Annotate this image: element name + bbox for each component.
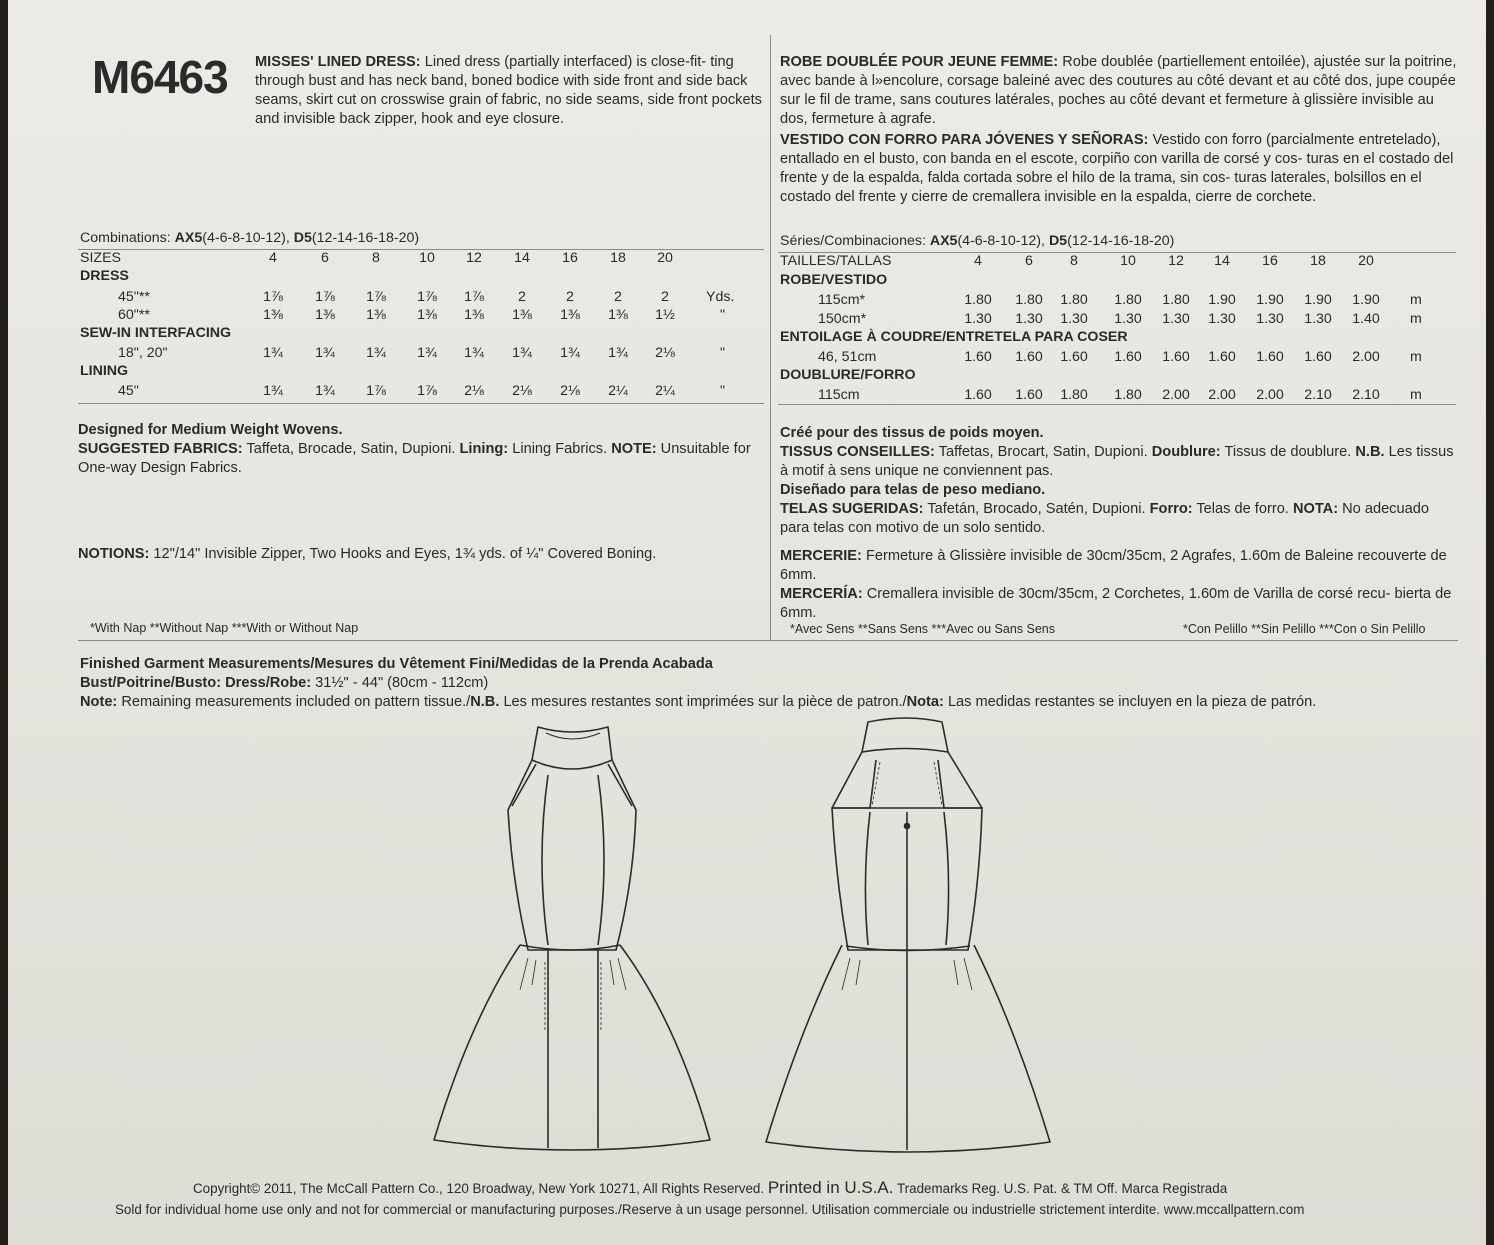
fr-designed: Créé pour des tissus de poids moyen.	[780, 425, 1044, 441]
fr-table-cell: 1.30	[1015, 311, 1043, 327]
es-designed: Diseñado para telas de peso mediano.	[780, 482, 1046, 498]
es-telas-label: TELAS SUGERIDAS:	[780, 501, 924, 517]
fr-row-label: DOUBLURE/FORRO	[780, 367, 916, 383]
fr-sens-footnote: *Avec Sens **Sans Sens ***Avec ou Sans Sens	[790, 622, 1055, 636]
note-label: NOTE:	[611, 441, 657, 457]
table-cell: 1¾	[366, 345, 386, 361]
fr-mercerie-text: Fermeture à Glissière invisible de 30cm/35cm, 2 Agrafes, 1.60m de Baleine recouverte de 6mm.	[780, 548, 1447, 583]
table-cell: 2⅛	[655, 345, 675, 361]
row-label: 60"**	[118, 307, 150, 323]
table-cell: 14	[514, 250, 530, 266]
lining-fabric-label: Lining:	[459, 441, 509, 457]
fr-table-cell: 1.90	[1256, 292, 1284, 308]
fr-table-cell: 1.90	[1352, 292, 1380, 308]
es-forro-label: Forro:	[1149, 501, 1193, 517]
table-cell: 20	[657, 250, 673, 266]
fr-table-cell: 2.00	[1208, 387, 1236, 403]
fr-table-cell: 12	[1168, 253, 1184, 269]
table-cell: 2⅛	[464, 383, 484, 399]
suggested-text: Taffeta, Brocade, Satin, Dupioni.	[246, 441, 456, 457]
table-cell: 4	[269, 250, 277, 266]
notions-text: 12"/14" Invisible Zipper, Two Hooks and Eyes, 1¾ yds. of ¼" Covered Boning.	[153, 546, 657, 562]
table-cell: 12	[466, 250, 482, 266]
row-label: DRESS	[80, 268, 129, 284]
fr-table-cell: 1.30	[1304, 311, 1332, 327]
fr-row-label: ROBE/VESTIDO	[780, 272, 888, 288]
fr-table-cell: 1.30	[1162, 311, 1190, 327]
fr-combo2-code: D5	[1048, 233, 1068, 249]
measurements-heading: Finished Garment Measurements/Mesures du Vêtement Fini/Medidas de la Prenda Acabada	[80, 656, 713, 672]
bust-value: 31½" - 44" (80cm - 112cm)	[315, 675, 489, 691]
fr-row-label: 46, 51cm	[818, 349, 877, 365]
table-cell: 2⅛	[512, 383, 532, 399]
fr-table-cell: 1.30	[964, 311, 992, 327]
pattern-number: M6463	[92, 51, 228, 103]
fr-table-cell: 6	[1025, 253, 1033, 269]
table-cell: 2	[518, 289, 526, 305]
printed-in: Printed in U.S.A.	[767, 1178, 894, 1197]
table-cell: 1⅜	[366, 307, 386, 323]
fr-table-cell: 1.80	[1114, 292, 1142, 308]
es-forro-text: Telas de forro.	[1196, 501, 1289, 517]
combo2-sizes: (12-14-16-18-20)	[311, 230, 420, 246]
fr-table-cell: 8	[1070, 253, 1078, 269]
footer-line1	[193, 1178, 1227, 1198]
dress-front-view-icon	[434, 727, 710, 1150]
fr-table-cell: 2.10	[1304, 387, 1332, 403]
english-title: MISSES' LINED DRESS:	[255, 54, 421, 70]
fr-table-cell: 1.80	[1060, 387, 1088, 403]
french-description-text: Robe doublée (partiellement entoilée), ajustée sur la poitrine, avec bande à l»encolure, corsage baleiné avec des coutures au côté devant et au côté dos, jupe coupée sur le fil de trame, sans coutures latérales, poches au côté devant et fermeture à glissière invisible au dos, fermeture à agrafe.	[780, 54, 1457, 127]
fr-table-cell: 1.60	[964, 387, 992, 403]
table-cell: 18	[610, 250, 626, 266]
table-cell: 2¼	[655, 383, 675, 399]
table-cell: 2	[566, 289, 574, 305]
fr-table-cell: 1.40	[1352, 311, 1380, 327]
row-label: 45"	[118, 383, 139, 399]
notions-label: NOTIONS:	[78, 546, 150, 562]
fr-table-cell: 2.00	[1162, 387, 1190, 403]
measure-nota-text: Las medidas restantes se incluyen en la pieza de patrón.	[947, 694, 1317, 710]
fr-row-label: 115cm	[818, 387, 860, 403]
table-cell: 1⅞	[417, 289, 437, 305]
unit-cell: "	[720, 307, 726, 323]
row-label: SIZES	[80, 250, 121, 266]
table-cell: 2¼	[608, 383, 628, 399]
table-cell: 1¾	[464, 345, 484, 361]
table-cell: 1½	[655, 307, 675, 323]
unit-cell: Yds.	[706, 289, 735, 305]
fr-tissus-text: Taffetas, Brocart, Satin, Dupioni.	[938, 444, 1148, 460]
fr-table-cell: 1.90	[1208, 292, 1236, 308]
measure-note-text: Remaining measurements included on pattern tissue./	[121, 694, 471, 710]
fr-table-cell: 1.60	[1015, 387, 1043, 403]
table-cell: 1⅜	[464, 307, 484, 323]
fr-table-cell: 1.30	[1114, 311, 1142, 327]
fr-table-cell: 1.60	[1256, 349, 1284, 365]
table-cell: 1⅜	[560, 307, 580, 323]
spanish-description-text: Vestido con forro (parcialmente entretelado), entallado en el busto, con banda en el escote, corpiño con varilla de corsé y cos- turas en el costado del frente y de la espalda, falda cortada sobre el hilo de la trama, sin cos- turas laterales, bolsillos en el costado del frente y cierre de cremallera invisible en la espalda, cierre de corchete.	[780, 132, 1454, 205]
suggested-label: SUGGESTED FABRICS:	[78, 441, 243, 457]
fr-table-cell: 2.10	[1352, 387, 1380, 403]
table-cell: 1⅜	[263, 307, 283, 323]
fr-table-cell: 18	[1310, 253, 1326, 269]
es-nota-label: NOTA:	[1292, 501, 1339, 517]
fr-tissus-label: TISSUS CONSEILLES:	[780, 444, 935, 460]
table-cell: 1¾	[512, 345, 532, 361]
fr-row-label: TAILLES/TALLAS	[780, 253, 892, 269]
table-cell: 1¾	[315, 345, 335, 361]
combo2-code: D5	[293, 230, 312, 246]
table-cell: 6	[321, 250, 329, 266]
fr-row-label: 150cm*	[818, 311, 867, 327]
table-cell: 10	[419, 250, 435, 266]
table-cell: 1⅞	[366, 383, 386, 399]
measure-note-label: Note:	[80, 694, 118, 710]
es-merceria-label: MERCERÍA:	[780, 586, 863, 602]
lining-fabric-text: Lining Fabrics.	[512, 441, 608, 457]
unit-cell: "	[720, 383, 726, 399]
spanish-title: VESTIDO CON FORRO PARA JÓVENES Y SEÑORAS:	[780, 132, 1149, 148]
table-cell: 1¾	[560, 345, 580, 361]
combo1-sizes: (4-6-8-10-12),	[202, 230, 290, 246]
table-cell: 1¾	[263, 345, 283, 361]
table-cell: 1¾	[315, 383, 335, 399]
fr-unit-cell: m	[1410, 387, 1422, 403]
fr-unit-cell: m	[1410, 349, 1422, 365]
table-cell: 1¾	[417, 345, 437, 361]
row-label: 18", 20"	[118, 345, 168, 361]
fr-combo2-sizes: (12-14-16-18-20)	[1067, 233, 1175, 249]
english-description-text: Lined dress (partially interfaced) is close-fit- ting through bust and has neck band, boned bodice with side front and side back seams, skirt cut on crosswise grain of fabric, no side seams, side front pockets and invisible back zipper, hook and eye closure.	[255, 54, 762, 127]
table-cell: 1¾	[263, 383, 283, 399]
table-cell: 1⅞	[263, 289, 283, 305]
table-cell: 16	[562, 250, 578, 266]
fr-table-cell: 1.60	[1162, 349, 1190, 365]
fr-combo1-sizes: (4-6-8-10-12),	[957, 233, 1045, 249]
copyright: Copyright© 2011, The McCall Pattern Co., 120 Broadway, New York 10271, All Rights Reserved.	[193, 1181, 765, 1196]
dress-back-view-icon	[766, 718, 1050, 1152]
fr-doublure-label: Doublure:	[1151, 444, 1221, 460]
row-label: LINING	[80, 363, 129, 379]
fr-row-label: 115cm*	[818, 292, 866, 308]
measure-nota-label: Nota:	[906, 694, 944, 710]
note-text: Unsuitable for One-way Design Fabrics.	[78, 441, 751, 476]
table-cell: 1⅞	[417, 383, 437, 399]
fr-table-cell: 1.60	[1015, 349, 1043, 365]
fr-table-cell: 1.30	[1256, 311, 1284, 327]
es-pelillo-footnote: *Con Pelillo **Sin Pelillo ***Con o Sin Pelillo	[1183, 622, 1426, 636]
table-cell: 1¾	[608, 345, 628, 361]
measure-nb-label: N.B.	[470, 694, 500, 710]
es-nota-text: No adecuado para telas con motivo de un solo sentido.	[780, 501, 1429, 536]
table-cell: 1⅜	[512, 307, 532, 323]
fr-table-cell: 1.80	[1162, 292, 1190, 308]
trademarks: Trademarks Reg. U.S. Pat. & TM Off. Marca Registrada	[896, 1181, 1228, 1196]
fr-table-cell: 1.60	[964, 349, 992, 365]
footer-sold: Sold for individual home use only and not for commercial or manufacturing purposes./Reserve à un usage personnel. Utilisation commerciale ou industrielle strictement interdite. www.mccallpattern.com	[115, 1202, 1305, 1217]
fr-table-cell: 20	[1358, 253, 1374, 269]
fr-table-cell: 1.80	[964, 292, 992, 308]
table-cell: 2	[661, 289, 669, 305]
fr-table-cell: 1.60	[1208, 349, 1236, 365]
combinations-label: Combinations:	[80, 230, 171, 246]
fr-table-cell: 1.60	[1060, 349, 1088, 365]
fr-table-cell: 2.00	[1352, 349, 1380, 365]
fr-table-cell: 1.60	[1304, 349, 1332, 365]
fr-table-cell: 1.80	[1114, 387, 1142, 403]
fr-nb-text: Les tissus à motif à sens unique ne conviennent pas.	[780, 444, 1454, 479]
fr-doublure-text: Tissus de doublure.	[1224, 444, 1352, 460]
fr-table-cell: 14	[1214, 253, 1230, 269]
fr-table-cell: 4	[974, 253, 982, 269]
table-cell: 2	[614, 289, 622, 305]
table-cell: 1⅞	[366, 289, 386, 305]
fr-combinations-label: Séries/Combinaciones:	[780, 233, 926, 249]
fr-table-cell: 1.90	[1304, 292, 1332, 308]
es-merceria-text: Cremallera invisible de 30cm/35cm, 2 Corchetes, 1.60m de Varilla de corsé recu- bierta de 6mm.	[780, 586, 1452, 621]
unit-cell: "	[720, 345, 726, 361]
designed-for: Designed for Medium Weight Wovens.	[78, 422, 343, 438]
nap-footnote: *With Nap **Without Nap ***With or Without Nap	[90, 621, 359, 635]
fr-nb-label: N.B.	[1355, 444, 1385, 460]
es-telas-text: Tafetán, Brocado, Satén, Dupioni.	[927, 501, 1146, 517]
fr-table-cell: 10	[1120, 253, 1136, 269]
fr-unit-cell: m	[1410, 311, 1422, 327]
table-cell: 1⅜	[417, 307, 437, 323]
table-cell: 8	[372, 250, 380, 266]
fr-combo1-code: AX5	[929, 233, 958, 249]
table-cell: 2⅛	[560, 383, 580, 399]
fr-table-cell: 1.80	[1015, 292, 1043, 308]
row-label: SEW-IN INTERFACING	[80, 325, 232, 341]
fr-row-label: ENTOILAGE À COUDRE/ENTRETELA PARA COSER	[780, 329, 1128, 345]
fr-table-cell: 1.80	[1060, 292, 1088, 308]
table-cell: 1⅜	[608, 307, 628, 323]
fr-table-cell: 1.30	[1208, 311, 1236, 327]
measure-nb-text: Les mesures restantes sont imprimées sur la pièce de patron./	[503, 694, 907, 710]
table-cell: 1⅞	[315, 289, 335, 305]
table-cell: 1⅜	[315, 307, 335, 323]
row-label: 45"**	[118, 289, 150, 305]
fr-table-cell: 16	[1262, 253, 1278, 269]
fr-unit-cell: m	[1410, 292, 1422, 308]
fr-table-cell: 1.30	[1060, 311, 1088, 327]
combo1-code: AX5	[174, 230, 203, 246]
fr-table-cell: 1.60	[1114, 349, 1142, 365]
french-title: ROBE DOUBLÉE POUR JEUNE FEMME:	[780, 54, 1059, 70]
table-cell: 1⅞	[464, 289, 484, 305]
fr-mercerie-label: MERCERIE:	[780, 548, 862, 564]
fr-table-cell: 2.00	[1256, 387, 1284, 403]
bust-label: Bust/Poitrine/Busto: Dress/Robe:	[80, 675, 312, 691]
